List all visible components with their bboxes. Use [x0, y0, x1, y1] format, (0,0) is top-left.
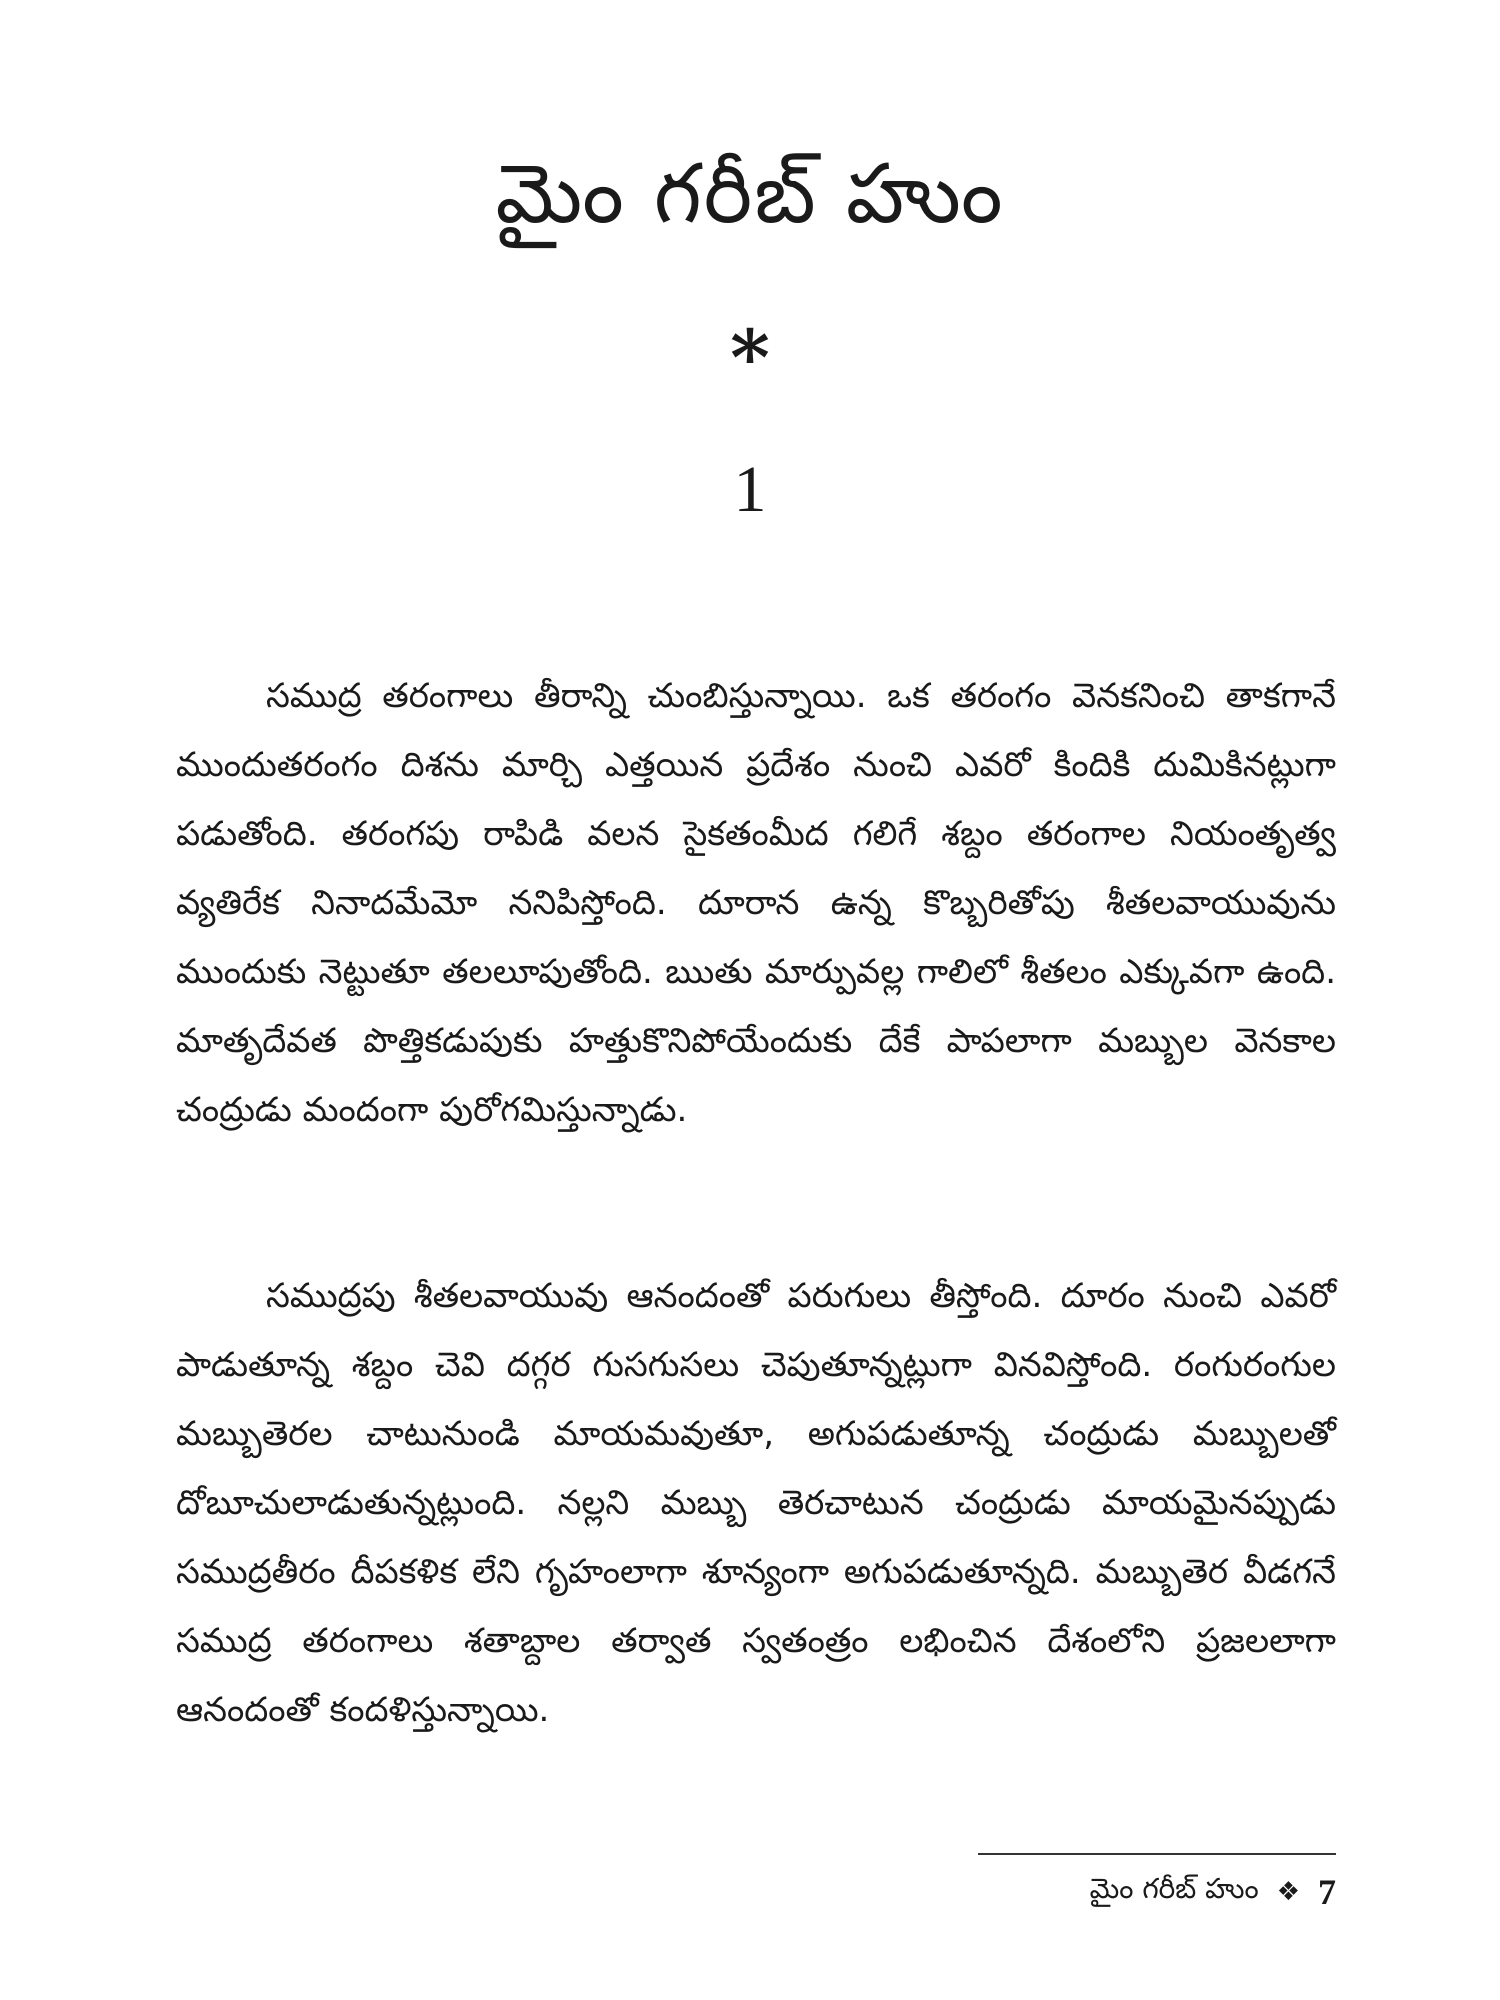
page-footer: [940, 1862, 1336, 1922]
page-number: 7: [1318, 1872, 1336, 1912]
asterisk-separator: *: [730, 313, 770, 402]
paragraph-2: సముద్రపు శీతలవాయువు ఆనందంతో పరుగులు తీస్తోంది. దూరం నుంచి ఎవరో పాడుతూన్న శబ్దం చెవి దగ్గర గుసగుసలు చెపుతూన్నట్లుగా వినవిస్తోంది. రంగురంగుల మబ్బుతెరల చాటునుండి మాయమవుతూ, అగుపడుతూన్న చంద్రుడు మబ్బులతో దోబూచులాడుతున్నట్లుంది. నల్లని మబ్బు తెరచాటున చంద్రుడు మాయమైనప్పుడు సముద్రతీరం దీపకళిక లేని గృహంలాగా శూన్యంగా అగుపడుతూన్నది. మబ్బుతెర వీడగనే సముద్ర తరంగాలు శతాబ్దాల తర్వాత స్వతంత్రం లభించిన దేశంలోని ప్రజలలాగా ఆనందంతో కందళిస్తున్నాయి.: [176, 1276, 1336, 1730]
paragraph-1: సముద్ర తరంగాలు తీరాన్ని చుంబిస్తున్నాయి. ఒక తరంగం వెనకనించి తాకగానే ముందుతరంగం దిశను మార్చి ఎత్తయిన ప్రదేశం నుంచి ఎవరో కిందికి దుమికినట్లుగా పడుతోంది. తరంగపు రాపిడి వలన సైకతంమీద గలిగే శబ్దం తరంగాల నియంతృత్వ వ్యతిరేక నినాదమేమో ననిపిస్తోంది. దూరాన ఉన్న కొబ్బరితోపు శీతలవాయువును ముందుకు నెట్టుతూ తలలూపుతోంది. ఋతు మార్పువల్ల గాలిలో శీతలం ఎక్కువగా ఉంది. మాతృదేవత పొత్తికడుపుకు హత్తుకొనిపోయేందుకు దేకే పాపలాగా మబ్బుల వెనకాల చంద్రుడు మందంగా పురోగమిస్తున్నాడు.: [176, 676, 1336, 1130]
running-title: మైం గరీబ్ హుం: [1089, 1872, 1259, 1905]
page-title: మైం గరీబ్ హుం: [495, 147, 1005, 242]
diamond-ornament-icon: ❖: [1276, 1877, 1300, 1907]
footer-divider: [978, 1853, 1336, 1855]
chapter-number: 1: [733, 453, 767, 526]
